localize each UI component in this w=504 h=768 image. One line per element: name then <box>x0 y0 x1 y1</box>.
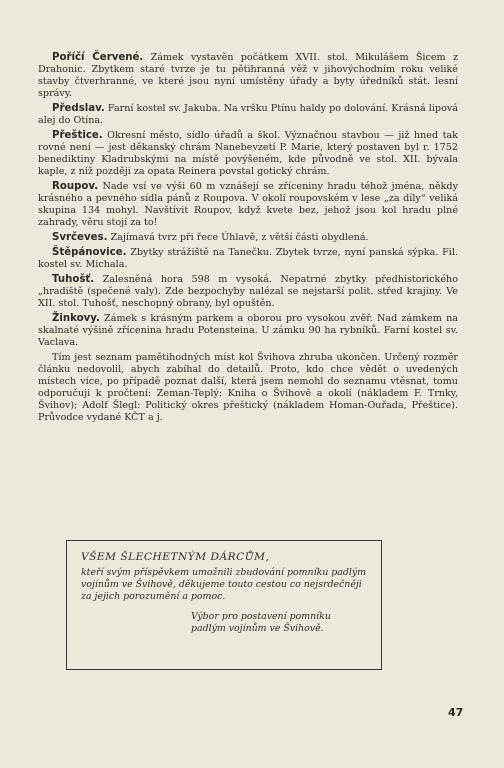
entry-term: Roupov. <box>52 181 99 192</box>
entry-text: Zajímavá tvrz při řece Úhlavě, z větší části obydlená. <box>107 232 369 243</box>
dedication-title: VŠEM ŠLECHETNÝM DÁRCŮM, <box>81 551 270 563</box>
entry-text: Nade vsí ve výši 60 m vznášejí se zříceniny hradu téhož jména, někdy krásného a pevného sídla pánů z Roupova. V okolí roupovském v lese „za díly“ veliká skupina 134 mohyl. Navštívit Roupov, když kvete bez, jehož jsou kol hradu plné zahrady, věru stojí za to! <box>38 181 458 228</box>
entry-term: Štěpánovice. <box>52 247 127 258</box>
entry-svrceves <box>38 232 458 244</box>
entry-text: Zbytky strážiště na Tanečku. Zbytek tvrze, nyní panská sýpka. Fil. kostel sv. Michala. <box>38 247 458 270</box>
entry-prestice <box>38 130 458 178</box>
entry-predslav <box>38 103 458 127</box>
entry-term: Přeštice. <box>52 130 103 141</box>
dedication-box <box>66 540 382 670</box>
entry-term: Poříčí Červené. <box>52 52 144 63</box>
entry-term: Předslav. <box>52 103 105 114</box>
entry-stepanovice <box>38 247 458 271</box>
page-number: 47 <box>448 706 464 719</box>
closing-paragraph <box>38 352 458 424</box>
entry-text: Okresní město, sídlo úřadů a škol. Význačnou stavbou — již hned tak rovné není — jest děkanský chrám Nanebevzetí P. Marie, který postaven byl r. 1752 benediktiny Kladrubskými na místě povýšeném, kde původně ve stol. XII. bývala kaple, z níž později za opata Reinera povstal gotický chrám. <box>38 130 458 177</box>
entry-tuhost <box>38 274 458 310</box>
entry-porici <box>38 52 458 100</box>
entry-term: Tuhošť. <box>52 274 95 285</box>
dedication-text: kteří svým příspěvkem umožnili zbudování pomníku padlým vojínům ve Švihově, děkujeme touto cestou co nejsrdečněji za jejich porozumění a pomoc. <box>81 567 367 602</box>
dedication-signature: Výbor pro postavení pomníku padlým vojínům ve Švihově. <box>191 611 331 634</box>
closing-text: Tím jest seznam pamětihodných míst kol Švihova zhruba ukončen. Určený rozměr článku nedovolil, abych zabíhal do detailů. Proto, kdo chce vědět o uvedených místech více, po případě poznat další, která jsem nemohl do seznamu vtěsnat, tomu odporučuji k pročtení: Zeman-Teplý: Kniha o Švihově a okolí (nákladem F. Trnky, Švihov); Adolf Šlegl: Politický okres přeštický (nákladem Homan-Ouřada, Přeštice). Průvodce vydané KČT a j. <box>38 352 458 423</box>
entry-roupov <box>38 181 458 229</box>
entry-term: Svrčeves. <box>52 232 108 243</box>
entry-text: Farní kostel sv. Jakuba. Na vršku Ptínu haldy po dolování. Krásná lipová alej do Otína. <box>38 103 458 126</box>
article-body <box>38 52 458 427</box>
entry-text: Zámek vystavěn počátkem XVII. stol. Mikulášem Šicem z Drahonic. Zbytkem staré tvrze je tu pětihranná věž v jihovýchodním roku veliké stavby čtverhranné, ve které jsou nyní umístěny úřady a byty úředníků stát. lesní správy. <box>38 52 458 99</box>
entry-zinkovy <box>38 313 458 349</box>
entry-term: Žinkovy. <box>52 313 100 324</box>
entry-text: Zámek s krásným parkem a oborou pro vysokou zvěř. Nad zámkem na skalnaté výšině zřícenina hradu Potensteina. U zámku 90 ha rybníků. Farní kostel sv. Vaclava. <box>38 313 458 348</box>
entry-text: Zalesněná hora 598 m vysoká. Nepatrné zbytky předhistorického „hradiště (spečené valy). Zde bezpochyby nalézal se nejstarší polit. střed krajiny. Ve XII. stol. Tuhošť, neschopný obrany, byl opuštěn. <box>38 274 458 309</box>
